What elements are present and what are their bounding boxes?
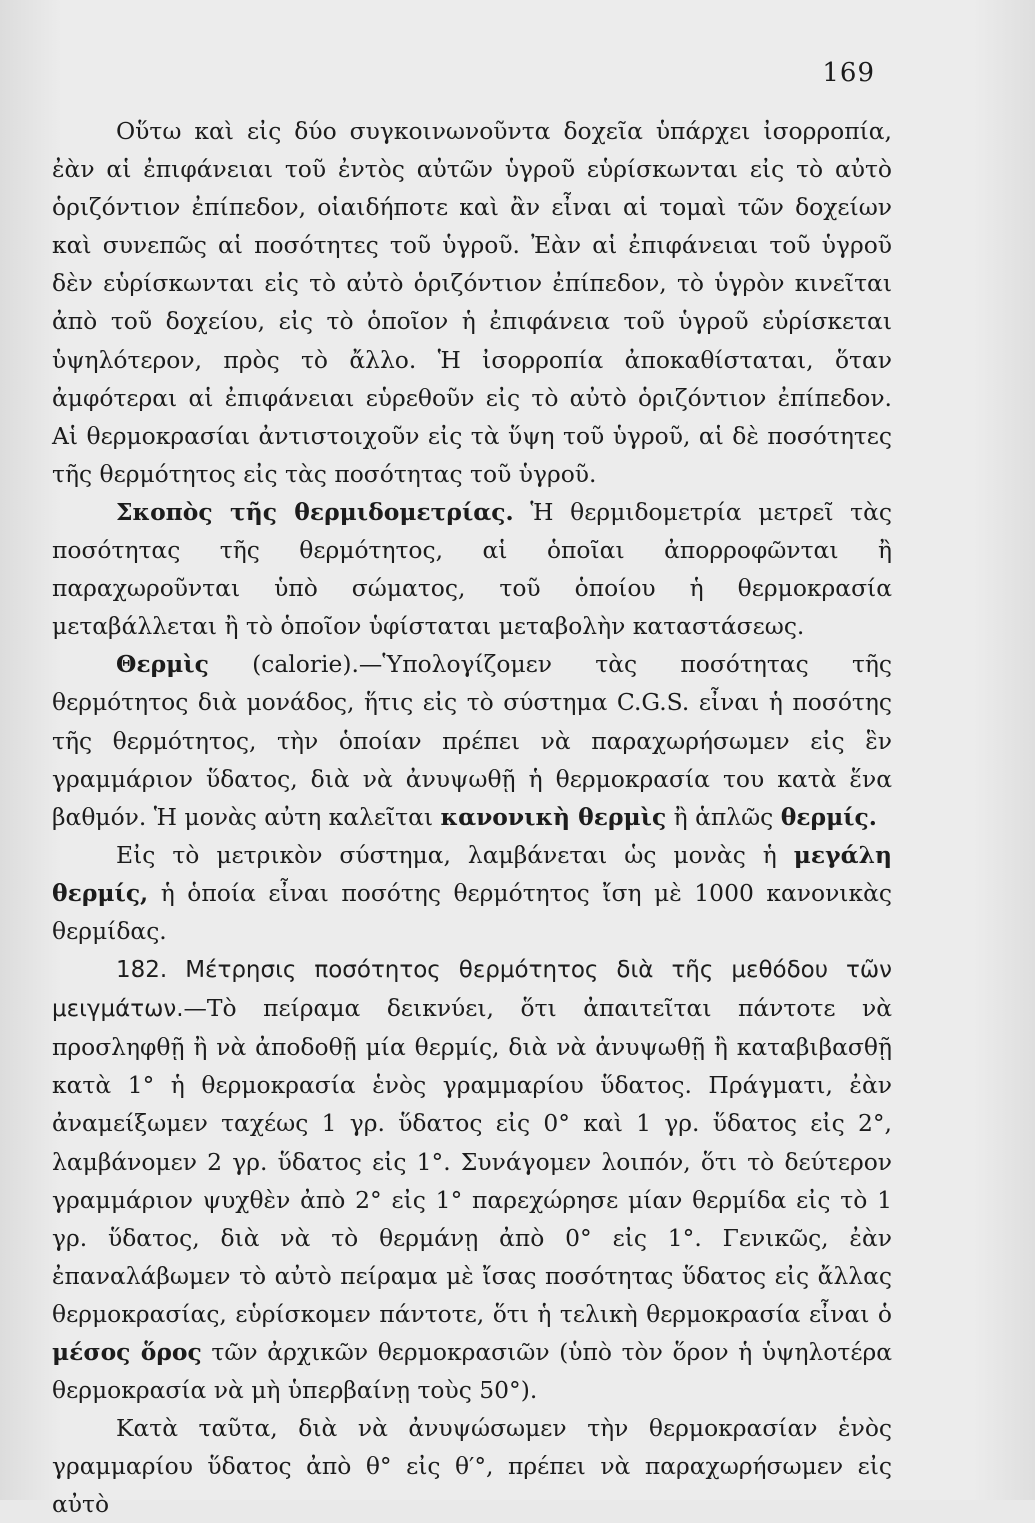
paragraph-calorimetry-purpose-text: Ἡ θερμιδομετρία μετρεῖ τὰς ποσότητας τῆς θερμότητος, αἱ ὁποῖαι ἀπορροφῶνται ἢ παραχωροῦνται ὑπὸ σώματος, τοῦ ὁποίου ἡ θερμοκρασία μεταβάλλεται ἢ τὸ ὁποῖον ὑφίσταται μεταβολὴν καταστάσεως. <box>52 497 892 641</box>
heading-calorie: Θερμὶς <box>116 650 209 679</box>
paragraph-large-calorie-b: ἡ ὁποία εἶναι ποσότης θερμότητος ἴση μὲ 1000 κανονικὰς θερμίδας. <box>52 878 892 945</box>
paragraph-calorie-mid: ἢ ἁπλῶς <box>666 802 781 831</box>
term-large-calorie: μεγάλη θερμίς, <box>52 840 892 907</box>
paragraph-conclusion: Κατὰ ταῦτα, διὰ νὰ ἀνυψώσωμεν τὴν θερμοκρασίαν ἑνὸς γραμμαρίου ὕδατος ἀπὸ θ° εἰς θ′°, πρέπει νὰ παραχωρήσωμεν εἰς αὐτὸ <box>52 1414 892 1519</box>
paragraph-large-calorie-a: Εἰς τὸ μετρικὸν σύστημα, λαμβάνεται ὡς μονὰς ἡ <box>116 840 794 869</box>
section-182-title: 182. Μέτρησις ποσότητος θερμότητος διὰ τῆς μεθόδου τῶν μειγμάτων. <box>52 957 892 1023</box>
term-calorie: θερμίς. <box>780 802 877 831</box>
paragraph-large-calorie <box>52 836 892 950</box>
paragraph-section-182 <box>52 950 892 1409</box>
term-normal-calorie: κανονικὴ θερμὶς <box>440 802 667 831</box>
paragraph-calorimetry-purpose <box>52 493 892 645</box>
body-text <box>52 112 892 1523</box>
paragraph-calorie <box>52 645 892 835</box>
section-182-text-a: —Τὸ πείραμα δεικνύει, ὅτι ἀπαιτεῖται πάντοτε νὰ προσληφθῇ ἢ νὰ ἀποδοθῇ μία θερμίς, διὰ νὰ ἀνυψωθῇ ἢ καταβιβασθῇ κατὰ 1° ἡ θερμοκρασία ἑνὸς γραμμαρίου ὕδατος. Πράγματι, ἐὰν ἀναμείξωμεν ταχέως 1 γρ. ὕδατος εἰς 0° καὶ 1 γρ. ὕδατος εἰς 2°, λαμβάνομεν 2 γρ. ὕδατος εἰς 1°. Συνάγομεν λοιπόν, ὅτι τὸ δεύτερον γραμμάριον ψυχθὲν ἀπὸ 2° εἰς 1° παρεχώρησε μίαν θερμίδα εἰς τὸ 1 γρ. ὕδατος, διὰ νὰ τὸ θερμάνῃ ἀπὸ 0° εἰς 1°. Γενικῶς, ἐὰν ἐπαναλάβωμεν τὸ αὐτὸ πείραμα μὲ ἴσας ποσότητας ὕδατος εἰς ἄλλας θερμοκρασίας, εὑρίσκομεν πάντοτε, ὅτι ἡ τελικὴ θερμοκρασία εἶναι ὁ <box>52 994 892 1328</box>
term-mean: μέσος ὅρος <box>52 1338 202 1366</box>
paragraph-equilibrium: Οὕτω καὶ εἰς δύο συγκοινωνοῦντα δοχεῖα ὑπάρχει ἰσορροπία, ἐὰν αἱ ἐπιφάνειαι τοῦ ἐντὸς αὐτῶν ὑγροῦ εὑρίσκωνται εἰς τὸ αὐτὸ ὁριζόντιον ἐπίπεδον, οἱαιδήποτε καὶ ἂν εἶναι αἱ τομαὶ τῶν δοχείων καὶ συνεπῶς αἱ ποσότητες τοῦ ὑγροῦ. Ἐὰν αἱ ἐπιφάνειαι τοῦ ὑγροῦ δὲν εὑρίσκωνται εἰς τὸ αὐτὸ ὁριζόντιον ἐπίπεδον, τὸ ὑγρὸν κινεῖται ἀπὸ τοῦ δοχείου, εἰς τὸ ὁποῖον ἡ ἐπιφάνεια τοῦ ὑγροῦ εὑρίσκεται ὑψηλότερον, πρὸς τὸ ἄλλο. Ἡ ἰσορροπία ἀποκαθίσταται, ὅταν ἀμφότεραι αἱ ἐπιφάνειαι εὑρεθοῦν εἰς τὸ αὐτὸ ὁριζόντιον ἐπίπεδον. Αἱ θερμοκρασίαι ἀντιστοιχοῦν εἰς τὰ ὕψη τοῦ ὑγροῦ, αἱ δὲ ποσότητες τῆς θερμότητος εἰς τὰς ποσότητας τοῦ ὑγροῦ. <box>52 117 892 488</box>
page-number: 169 <box>822 58 875 88</box>
heading-calorimetry-purpose: Σκοπὸς τῆς θερμιδομετρίας. <box>116 497 514 526</box>
paragraph-calorie-text: (calorie).—Ὑπολογίζομεν τὰς ποσότητας τῆς θερμότητος διὰ μονάδος, ἥτις εἰς τὸ σύστημα C.G.S. εἶναι ἡ ποσότης τῆς θερμότητος, τὴν ὁποίαν πρέπει νὰ παραχωρήσωμεν εἰς ἓν γραμμάριον ὕδατος, διὰ νὰ ἀνυψωθῇ ἡ θερμοκρασία του κατὰ ἕνα βαθμόν. Ἡ μονὰς αὐτη καλεῖται <box>52 650 892 831</box>
section-182-text-b: τῶν ἀρχικῶν θερμοκρασιῶν (ὑπὸ τὸν ὅρον ἡ ὑψηλοτέρα θερμοκρασία νὰ μὴ ὑπερβαίνῃ τοὺς 50°). <box>52 1338 892 1405</box>
